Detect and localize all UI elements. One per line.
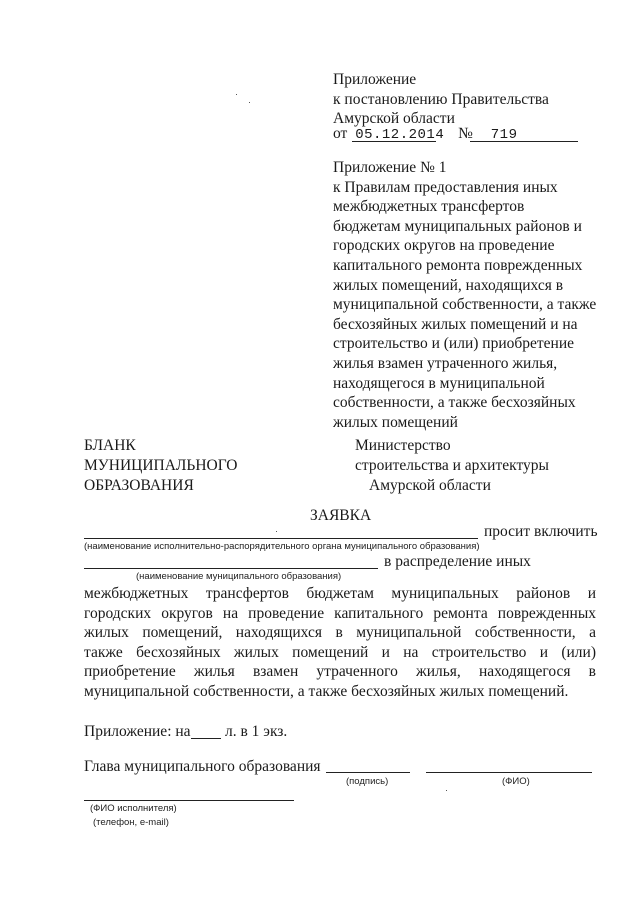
executor-phone-caption: (телефон, e-mail)	[93, 817, 169, 828]
head-name-field[interactable]	[426, 772, 592, 773]
number-underline	[470, 141, 578, 142]
head-name-caption: (ФИО)	[502, 776, 530, 787]
appendix1-line: муниципальной собственности, а также	[333, 296, 597, 314]
municipal-blank-heading	[84, 436, 238, 496]
municipality-name-field[interactable]	[84, 568, 378, 569]
request-body-line: городских округов на проведение капитального ремонта поврежденных	[84, 604, 596, 622]
form-title: ЗАЯВКА	[310, 507, 372, 524]
authority-name-caption: (наименование исполнительно-распорядительного органа муниципального образования)	[84, 541, 480, 552]
appendix-header	[333, 70, 549, 129]
asks-include-text: просит включить	[484, 523, 598, 540]
appendix1-line: собственности, а также бесхозяйных	[333, 394, 576, 412]
request-body-line: приобретение жилья взамен утраченного жилья, находящегося в	[84, 663, 596, 681]
municipality-name-caption: (наименование муниципального образования)	[136, 571, 342, 582]
blank-line: ОБРАЗОВАНИЯ	[84, 477, 194, 494]
scan-speck	[446, 790, 447, 791]
executor-name-caption: (ФИО исполнителя)	[90, 803, 177, 814]
appendix1-line: строительство и (или) приобретение	[333, 335, 575, 353]
request-body	[84, 584, 596, 702]
signature-caption: (подпись)	[346, 776, 389, 787]
appendix1-line: жилых помещений, находящихся в	[333, 276, 564, 294]
head-label: Глава муниципального образования	[84, 758, 321, 775]
attachment-prefix: Приложение: на	[84, 723, 191, 740]
blank-line: МУНИЦИПАЛЬНОГО	[84, 457, 238, 474]
appendix-title: Приложение	[333, 71, 417, 88]
addressee-block	[355, 436, 549, 496]
executor-name-field[interactable]	[84, 800, 294, 801]
resolution-number: 719	[490, 127, 518, 143]
in-distribution-text: в распределение иных	[384, 553, 531, 570]
appendix1-line: межбюджетных трансфертов	[333, 198, 525, 216]
date-prefix: от	[333, 125, 348, 142]
appendix1-title: Приложение № 1	[333, 159, 447, 176]
number-sign: №	[458, 125, 473, 142]
signature-field[interactable]	[326, 772, 410, 773]
scan-speck	[276, 531, 277, 532]
appendix1-block	[333, 158, 601, 432]
scan-speck	[249, 102, 250, 103]
attachment-pages-field[interactable]	[191, 738, 221, 739]
appendix-date-row	[333, 124, 517, 146]
request-body-last-line: муниципальной собственности, а также бесхозяйных жилых помещений.	[84, 682, 569, 700]
authority-name-field[interactable]	[84, 538, 478, 539]
appendix1-line: городских округов на проведение	[333, 237, 555, 255]
request-body-line: межбюджетных трансфертов бюджетам муниципальных районов и	[84, 585, 596, 602]
request-body-line: также бесхозяйных жилых помещений и на строительство и (или)	[84, 643, 596, 661]
appendix-resolution: к постановлению Правительства	[333, 90, 549, 108]
addressee-line: Министерство	[355, 437, 451, 454]
appendix1-line: находящегося в муниципальной	[333, 374, 545, 392]
appendix1-line: бесхозяйных жилых помещений и на	[333, 315, 578, 333]
scan-speck	[236, 94, 237, 95]
appendix1-line: бюджетам муниципальных районов и	[333, 217, 582, 235]
appendix1-line: к Правилам предоставления иных	[333, 178, 558, 196]
appendix1-line: капитального ремонта поврежденных	[333, 256, 583, 274]
addressee-line: Амурской области	[369, 477, 491, 494]
blank-line: БЛАНК	[84, 437, 136, 454]
addressee-line: строительства и архитектуры	[355, 457, 549, 474]
date-underline	[352, 141, 436, 142]
resolution-date: 05.12.2014	[355, 127, 445, 143]
attachment-suffix: л. в 1 экз.	[225, 723, 288, 740]
request-body-line: жилых помещений, находящихся в муниципальной собственности, а	[84, 624, 596, 642]
appendix-region: Амурской области	[333, 110, 455, 128]
appendix1-line: жилья взамен утраченного жилья,	[333, 354, 558, 372]
appendix1-line: жилых помещений	[333, 413, 458, 431]
